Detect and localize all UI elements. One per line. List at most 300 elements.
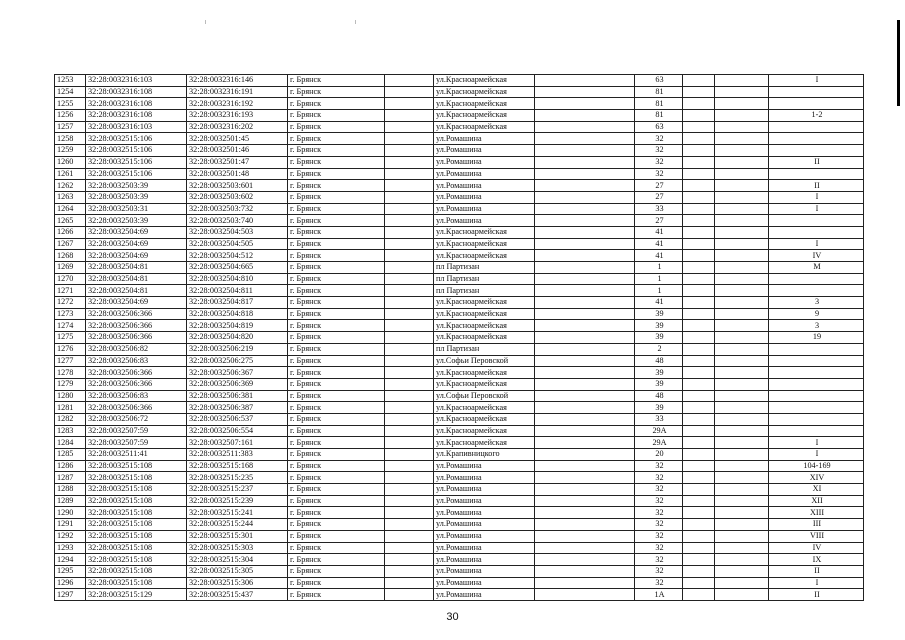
- street: ул.Ромашина: [434, 133, 535, 145]
- house-number: 29А: [635, 425, 683, 437]
- empty-cell: [385, 110, 434, 122]
- empty-cell: [683, 320, 715, 332]
- empty-cell: [385, 285, 434, 297]
- row-number: 1267: [55, 238, 86, 250]
- table-row: [55, 343, 864, 355]
- cadastral-number: 32:28:0032503:732: [187, 203, 288, 215]
- empty-cell: [385, 156, 434, 168]
- room-number: II: [769, 589, 864, 601]
- cadastral-quarter: 32:28:0032316:108: [86, 86, 187, 98]
- street: ул.Красноармейская: [434, 367, 535, 379]
- house-number: 39: [635, 308, 683, 320]
- house-number: 39: [635, 332, 683, 344]
- empty-cell: [385, 308, 434, 320]
- cadastral-number: 32:28:0032515:306: [187, 577, 288, 589]
- empty-cell: [683, 75, 715, 87]
- house-number: 63: [635, 75, 683, 87]
- room-number: 3: [769, 320, 864, 332]
- empty-cell: [535, 180, 635, 192]
- table-row: [55, 460, 864, 472]
- city: г. Брянск: [288, 390, 385, 402]
- cadastral-number: 32:28:0032506:387: [187, 402, 288, 414]
- table-row: [55, 449, 864, 461]
- empty-cell: [683, 484, 715, 496]
- city: г. Брянск: [288, 589, 385, 601]
- empty-cell: [385, 437, 434, 449]
- table-row: [55, 332, 864, 344]
- empty-cell: [535, 273, 635, 285]
- room-number: I: [769, 437, 864, 449]
- street: пл Партизан: [434, 343, 535, 355]
- table-row: [55, 495, 864, 507]
- row-number: 1287: [55, 472, 86, 484]
- empty-cell: [535, 413, 635, 425]
- empty-cell: [385, 203, 434, 215]
- empty-cell: [715, 332, 769, 344]
- cadastral-number: 32:28:0032504:811: [187, 285, 288, 297]
- empty-cell: [683, 554, 715, 566]
- row-number: 1263: [55, 191, 86, 203]
- empty-cell: [715, 86, 769, 98]
- empty-cell: [715, 565, 769, 577]
- cadastral-number: 32:28:0032504:503: [187, 226, 288, 238]
- empty-cell: [715, 156, 769, 168]
- house-number: 27: [635, 215, 683, 227]
- room-number: I: [769, 203, 864, 215]
- empty-cell: [385, 180, 434, 192]
- empty-cell: [683, 110, 715, 122]
- street: ул.Красноармейская: [434, 437, 535, 449]
- empty-cell: [535, 75, 635, 87]
- room-number: [769, 402, 864, 414]
- empty-cell: [683, 565, 715, 577]
- empty-cell: [715, 554, 769, 566]
- cadastral-quarter: 32:28:0032511:41: [86, 449, 187, 461]
- street: ул.Ромашина: [434, 507, 535, 519]
- city: г. Брянск: [288, 565, 385, 577]
- empty-cell: [715, 577, 769, 589]
- empty-cell: [683, 121, 715, 133]
- cadastral-number: 32:28:0032515:301: [187, 530, 288, 542]
- table-row: [55, 191, 864, 203]
- cadastral-number: 32:28:0032515:244: [187, 519, 288, 531]
- street: ул.Софьи Перовской: [434, 390, 535, 402]
- cadastral-quarter: 32:28:0032506:366: [86, 320, 187, 332]
- cadastral-quarter: 32:28:0032515:108: [86, 577, 187, 589]
- row-number: 1258: [55, 133, 86, 145]
- cadastral-quarter: 32:28:0032515:108: [86, 495, 187, 507]
- table-row: [55, 238, 864, 250]
- room-number: М: [769, 262, 864, 274]
- table-row: [55, 519, 864, 531]
- cadastral-quarter: 32:28:0032504:69: [86, 297, 187, 309]
- cadastral-quarter: 32:28:0032503:39: [86, 215, 187, 227]
- table-row: [55, 589, 864, 601]
- empty-cell: [715, 273, 769, 285]
- empty-cell: [715, 285, 769, 297]
- city: г. Брянск: [288, 367, 385, 379]
- row-number: 1283: [55, 425, 86, 437]
- empty-cell: [683, 262, 715, 274]
- city: г. Брянск: [288, 484, 385, 496]
- house-number: 48: [635, 355, 683, 367]
- empty-cell: [683, 542, 715, 554]
- empty-cell: [385, 425, 434, 437]
- table-row: [55, 110, 864, 122]
- empty-cell: [715, 250, 769, 262]
- cadastral-quarter: 32:28:0032316:108: [86, 98, 187, 110]
- empty-cell: [683, 343, 715, 355]
- house-number: 32: [635, 565, 683, 577]
- empty-cell: [683, 168, 715, 180]
- empty-cell: [535, 472, 635, 484]
- row-number: 1297: [55, 589, 86, 601]
- empty-cell: [683, 507, 715, 519]
- empty-cell: [683, 250, 715, 262]
- empty-cell: [385, 577, 434, 589]
- row-number: 1254: [55, 86, 86, 98]
- cadastral-number: 32:28:0032504:820: [187, 332, 288, 344]
- table-row: [55, 273, 864, 285]
- house-number: 27: [635, 180, 683, 192]
- room-number: [769, 168, 864, 180]
- empty-cell: [385, 367, 434, 379]
- empty-cell: [715, 121, 769, 133]
- cadastral-number: 32:28:0032515:241: [187, 507, 288, 519]
- cadastral-quarter: 32:28:0032503:39: [86, 191, 187, 203]
- empty-cell: [535, 484, 635, 496]
- scan-edge-bar: [897, 20, 900, 106]
- street: ул.Ромашина: [434, 180, 535, 192]
- cadastral-number: 32:28:0032501:47: [187, 156, 288, 168]
- row-number: 1256: [55, 110, 86, 122]
- room-number: [769, 425, 864, 437]
- empty-cell: [715, 168, 769, 180]
- street: ул.Красноармейская: [434, 378, 535, 390]
- cadastral-number: 32:28:0032501:45: [187, 133, 288, 145]
- empty-cell: [683, 133, 715, 145]
- table-row: [55, 554, 864, 566]
- empty-cell: [385, 390, 434, 402]
- cadastral-quarter: 32:28:0032504:69: [86, 250, 187, 262]
- empty-cell: [715, 133, 769, 145]
- empty-cell: [715, 460, 769, 472]
- city: г. Брянск: [288, 332, 385, 344]
- empty-cell: [535, 133, 635, 145]
- cadastral-number: 32:28:0032504:512: [187, 250, 288, 262]
- cadastral-quarter: 32:28:0032316:108: [86, 110, 187, 122]
- room-number: XIII: [769, 507, 864, 519]
- city: г. Брянск: [288, 507, 385, 519]
- empty-cell: [683, 355, 715, 367]
- empty-cell: [715, 262, 769, 274]
- empty-cell: [385, 75, 434, 87]
- empty-cell: [535, 507, 635, 519]
- table-row: [55, 402, 864, 414]
- table-row: [55, 156, 864, 168]
- empty-cell: [715, 320, 769, 332]
- street: ул.Ромашина: [434, 589, 535, 601]
- cadastral-quarter: 32:28:0032504:69: [86, 226, 187, 238]
- city: г. Брянск: [288, 460, 385, 472]
- empty-cell: [683, 180, 715, 192]
- table-row: [55, 285, 864, 297]
- house-number: 32: [635, 577, 683, 589]
- empty-cell: [535, 332, 635, 344]
- row-number: 1266: [55, 226, 86, 238]
- city: г. Брянск: [288, 297, 385, 309]
- house-number: 32: [635, 519, 683, 531]
- table-row: [55, 297, 864, 309]
- empty-cell: [715, 413, 769, 425]
- room-number: I: [769, 449, 864, 461]
- table-row: [55, 320, 864, 332]
- street: ул.Ромашина: [434, 191, 535, 203]
- cadastral-number: 32:28:0032504:665: [187, 262, 288, 274]
- house-number: 32: [635, 133, 683, 145]
- empty-cell: [535, 402, 635, 414]
- table-row: [55, 507, 864, 519]
- table-row: [55, 484, 864, 496]
- empty-cell: [385, 121, 434, 133]
- room-number: II: [769, 156, 864, 168]
- empty-cell: [535, 495, 635, 507]
- table-row: [55, 215, 864, 227]
- row-number: 1277: [55, 355, 86, 367]
- room-number: [769, 133, 864, 145]
- empty-cell: [385, 238, 434, 250]
- empty-cell: [535, 285, 635, 297]
- street: ул.Ромашина: [434, 577, 535, 589]
- row-number: 1265: [55, 215, 86, 227]
- cadastral-number: 32:28:0032501:46: [187, 145, 288, 157]
- empty-cell: [683, 308, 715, 320]
- empty-cell: [715, 495, 769, 507]
- cadastral-number: 32:28:0032506:381: [187, 390, 288, 402]
- room-number: I: [769, 191, 864, 203]
- house-number: 29А: [635, 437, 683, 449]
- city: г. Брянск: [288, 273, 385, 285]
- empty-cell: [715, 472, 769, 484]
- street: ул.Ромашина: [434, 484, 535, 496]
- empty-cell: [683, 402, 715, 414]
- room-number: [769, 121, 864, 133]
- city: г. Брянск: [288, 86, 385, 98]
- cadastral-quarter: 32:28:0032515:108: [86, 507, 187, 519]
- table-row: [55, 565, 864, 577]
- table-row: [55, 250, 864, 262]
- house-number: 39: [635, 320, 683, 332]
- city: г. Брянск: [288, 495, 385, 507]
- cadastral-quarter: 32:28:0032504:69: [86, 238, 187, 250]
- row-number: 1294: [55, 554, 86, 566]
- row-number: 1270: [55, 273, 86, 285]
- cadastral-number: 32:28:0032504:810: [187, 273, 288, 285]
- cadastral-quarter: 32:28:0032515:108: [86, 530, 187, 542]
- empty-cell: [385, 378, 434, 390]
- house-number: 27: [635, 191, 683, 203]
- room-number: II: [769, 565, 864, 577]
- empty-cell: [683, 86, 715, 98]
- empty-cell: [385, 168, 434, 180]
- empty-cell: [535, 145, 635, 157]
- street: ул.Красноармейская: [434, 250, 535, 262]
- cadastral-number: 32:28:0032515:305: [187, 565, 288, 577]
- house-number: 81: [635, 98, 683, 110]
- cadastral-quarter: 32:28:0032515:129: [86, 589, 187, 601]
- room-number: [769, 285, 864, 297]
- empty-cell: [715, 507, 769, 519]
- room-number: [769, 390, 864, 402]
- street: ул.Красноармейская: [434, 402, 535, 414]
- cadastral-number: 32:28:0032316:193: [187, 110, 288, 122]
- row-number: 1282: [55, 413, 86, 425]
- house-number: 81: [635, 86, 683, 98]
- house-number: 32: [635, 507, 683, 519]
- city: г. Брянск: [288, 285, 385, 297]
- room-number: IV: [769, 542, 864, 554]
- empty-cell: [715, 238, 769, 250]
- street: ул.Красноармейская: [434, 226, 535, 238]
- house-number: 41: [635, 250, 683, 262]
- cadastral-quarter: 32:28:0032503:31: [86, 203, 187, 215]
- house-number: 33: [635, 203, 683, 215]
- street: ул.Ромашина: [434, 460, 535, 472]
- register-table: [54, 74, 864, 601]
- empty-cell: [715, 75, 769, 87]
- empty-cell: [715, 180, 769, 192]
- empty-cell: [715, 484, 769, 496]
- room-number: 19: [769, 332, 864, 344]
- empty-cell: [683, 285, 715, 297]
- cadastral-number: 32:28:0032506:554: [187, 425, 288, 437]
- room-number: I: [769, 238, 864, 250]
- room-number: III: [769, 519, 864, 531]
- empty-cell: [715, 378, 769, 390]
- empty-cell: [385, 226, 434, 238]
- cadastral-quarter: 32:28:0032506:366: [86, 332, 187, 344]
- empty-cell: [715, 297, 769, 309]
- city: г. Брянск: [288, 402, 385, 414]
- city: г. Брянск: [288, 110, 385, 122]
- empty-cell: [535, 156, 635, 168]
- house-number: 32: [635, 460, 683, 472]
- city: г. Брянск: [288, 554, 385, 566]
- row-number: 1289: [55, 495, 86, 507]
- row-number: 1284: [55, 437, 86, 449]
- street: ул.Ромашина: [434, 168, 535, 180]
- city: г. Брянск: [288, 133, 385, 145]
- street: ул.Ромашина: [434, 215, 535, 227]
- table-row: [55, 367, 864, 379]
- street: ул.Ромашина: [434, 145, 535, 157]
- empty-cell: [385, 297, 434, 309]
- empty-cell: [683, 156, 715, 168]
- street: ул.Красноармейская: [434, 332, 535, 344]
- city: г. Брянск: [288, 75, 385, 87]
- city: г. Брянск: [288, 121, 385, 133]
- cadastral-quarter: 32:28:0032515:106: [86, 145, 187, 157]
- empty-cell: [683, 215, 715, 227]
- room-number: XI: [769, 484, 864, 496]
- cadastral-quarter: 32:28:0032503:39: [86, 180, 187, 192]
- room-number: XIV: [769, 472, 864, 484]
- empty-cell: [715, 226, 769, 238]
- empty-cell: [535, 297, 635, 309]
- room-number: [769, 215, 864, 227]
- empty-cell: [385, 320, 434, 332]
- city: г. Брянск: [288, 250, 385, 262]
- table-row: [55, 98, 864, 110]
- cadastral-quarter: 32:28:0032316:103: [86, 121, 187, 133]
- row-number: 1276: [55, 343, 86, 355]
- empty-cell: [385, 413, 434, 425]
- empty-cell: [385, 554, 434, 566]
- empty-cell: [715, 355, 769, 367]
- row-number: 1293: [55, 542, 86, 554]
- room-number: [769, 273, 864, 285]
- row-number: 1274: [55, 320, 86, 332]
- cadastral-number: 32:28:0032506:219: [187, 343, 288, 355]
- empty-cell: [385, 507, 434, 519]
- row-number: 1264: [55, 203, 86, 215]
- room-number: [769, 86, 864, 98]
- cadastral-number: 32:28:0032504:818: [187, 308, 288, 320]
- cadastral-quarter: 32:28:0032515:108: [86, 484, 187, 496]
- row-number: 1273: [55, 308, 86, 320]
- empty-cell: [683, 519, 715, 531]
- table-row: [55, 133, 864, 145]
- cadastral-quarter: 32:28:0032515:106: [86, 168, 187, 180]
- house-number: 32: [635, 168, 683, 180]
- empty-cell: [385, 215, 434, 227]
- room-number: [769, 355, 864, 367]
- empty-cell: [385, 98, 434, 110]
- register-rows: [55, 75, 864, 601]
- cadastral-quarter: 32:28:0032316:103: [86, 75, 187, 87]
- empty-cell: [535, 215, 635, 227]
- house-number: 20: [635, 449, 683, 461]
- house-number: 2: [635, 343, 683, 355]
- room-number: [769, 378, 864, 390]
- city: г. Брянск: [288, 577, 385, 589]
- empty-cell: [535, 98, 635, 110]
- empty-cell: [535, 250, 635, 262]
- row-number: 1271: [55, 285, 86, 297]
- table-row: [55, 168, 864, 180]
- table-row: [55, 226, 864, 238]
- row-number: 1285: [55, 449, 86, 461]
- row-number: 1281: [55, 402, 86, 414]
- empty-cell: [715, 110, 769, 122]
- cadastral-quarter: 32:28:0032515:108: [86, 460, 187, 472]
- street: ул.Красноармейская: [434, 121, 535, 133]
- house-number: 32: [635, 554, 683, 566]
- empty-cell: [715, 215, 769, 227]
- empty-cell: [535, 565, 635, 577]
- city: г. Брянск: [288, 449, 385, 461]
- street: ул.Ромашина: [434, 530, 535, 542]
- empty-cell: [535, 390, 635, 402]
- cadastral-quarter: 32:28:0032515:106: [86, 133, 187, 145]
- street: ул.Ромашина: [434, 495, 535, 507]
- empty-cell: [385, 191, 434, 203]
- row-number: 1296: [55, 577, 86, 589]
- empty-cell: [535, 589, 635, 601]
- row-number: 1280: [55, 390, 86, 402]
- street: ул.Ромашина: [434, 565, 535, 577]
- empty-cell: [385, 495, 434, 507]
